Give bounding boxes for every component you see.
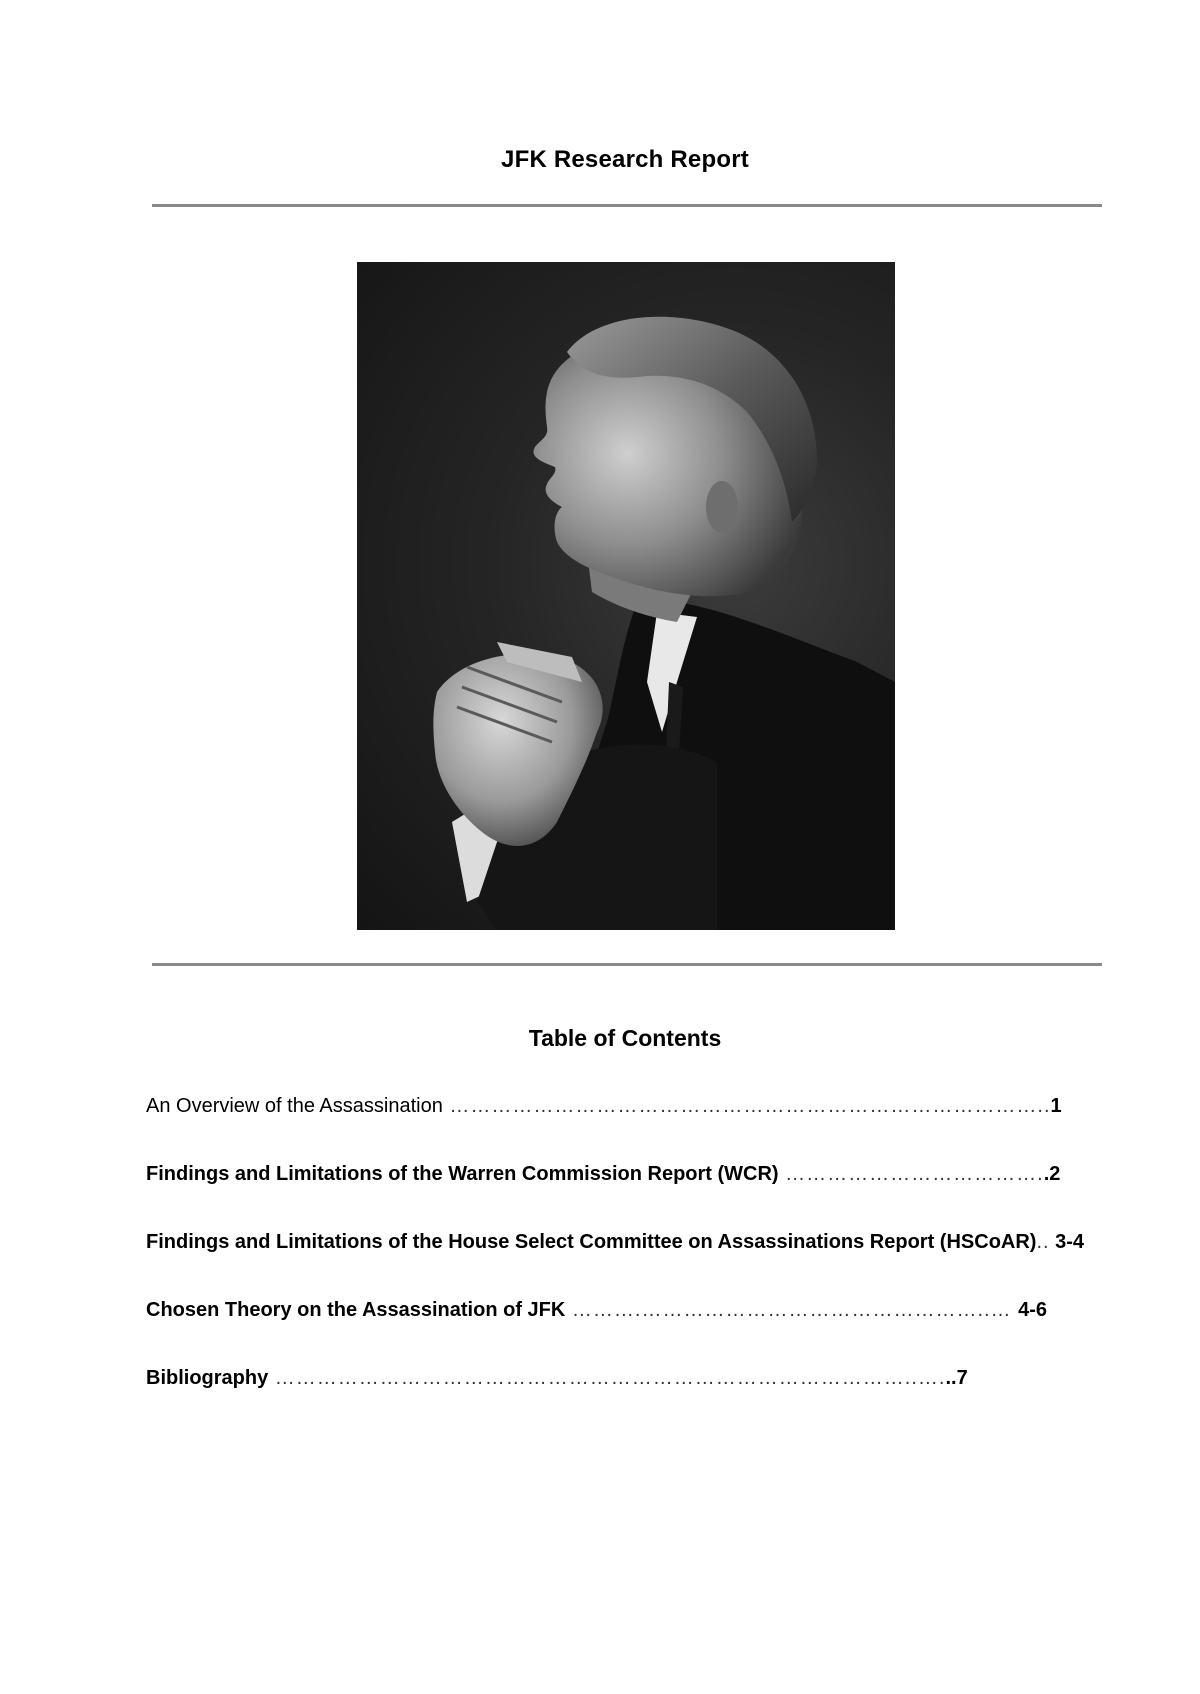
- toc-entry-label: An Overview of the Assassination: [146, 1095, 443, 1117]
- toc-page-number: .2: [1043, 1163, 1061, 1185]
- toc-page-number: 3-4: [1049, 1231, 1085, 1253]
- document-title: JFK Research Report: [501, 146, 749, 173]
- toc-page-number: ..7: [945, 1367, 968, 1389]
- toc-leader-dots: ..: [1036, 1231, 1050, 1253]
- toc-entry-bibliography[interactable]: [146, 1365, 1106, 1433]
- toc-heading: Table of Contents: [528, 1025, 722, 1051]
- toc-entry-chosen-theory[interactable]: [146, 1297, 1106, 1365]
- toc-entry-wcr[interactable]: [146, 1161, 1106, 1229]
- toc-page-number: 1: [1050, 1095, 1062, 1117]
- toc-entry-overview[interactable]: [146, 1093, 1106, 1161]
- toc-page-number: 4-6: [1018, 1299, 1048, 1321]
- toc-entry-hscoar[interactable]: [146, 1229, 1106, 1297]
- toc-leader-dots: …………………………………………………………………………..: [442, 1095, 1051, 1117]
- table-of-contents: [146, 1093, 1106, 1433]
- portrait-illustration: [357, 262, 895, 930]
- toc-leader-dots: ………………………………………………………………………………..….: [268, 1367, 946, 1389]
- image-divider: [152, 963, 1102, 966]
- title-divider: [152, 204, 1102, 207]
- portrait-photo: [357, 262, 895, 930]
- toc-entry-label: Findings and Limitations of the House Select Committee on Assassinations Report (HSCoAR): [146, 1231, 1037, 1253]
- toc-leader-dots: ……….…………………………………………..…: [565, 1299, 1019, 1321]
- toc-entry-label: Chosen Theory on the Assassination of JFK: [146, 1299, 566, 1321]
- toc-entry-label: Findings and Limitations of the Warren Commission Report (WCR): [146, 1163, 779, 1185]
- toc-entry-label: Bibliography: [146, 1367, 269, 1389]
- toc-leader-dots: ……………………………….: [778, 1163, 1044, 1185]
